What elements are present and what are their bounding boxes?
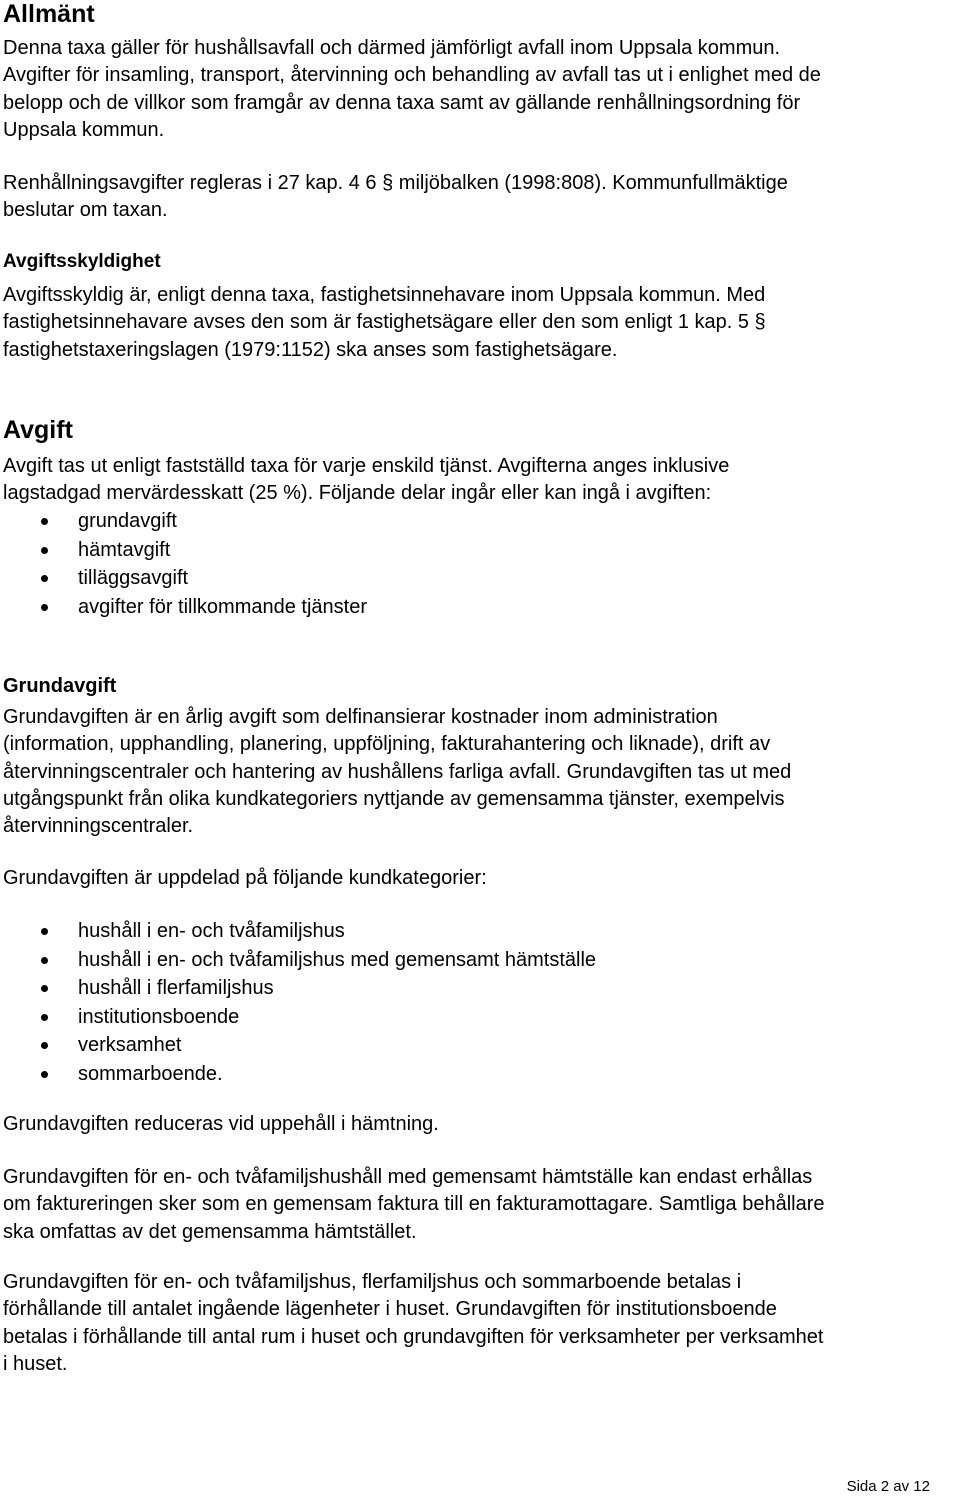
list-item <box>3 1031 596 1060</box>
list-item-label: verksamhet <box>78 1034 182 1056</box>
bullet-icon <box>41 985 48 992</box>
list-item <box>3 1003 596 1032</box>
bullet-icon <box>41 1042 48 1049</box>
bullet-icon <box>41 575 48 582</box>
text-line: förhållande till antalet ingående lägenheter i huset. Grundavgiften för institutionsboende <box>3 1298 777 1321</box>
text-line: Denna taxa gäller för hushållsavfall och därmed jämförligt avfall inom Uppsala kommun. <box>3 37 781 59</box>
bullet-icon <box>41 1071 48 1078</box>
heading-avgift: Avgift <box>3 416 73 444</box>
list-item-label: hämtavgift <box>78 538 171 561</box>
text-line: återvinningscentraler och hantering av hushållens farliga avfall. Grundavgiften tas ut med <box>3 760 792 783</box>
fee-components-list <box>3 507 367 621</box>
text-line: (information, upphandling, planering, uppföljning, fakturahantering och liknade), drift av <box>3 733 771 756</box>
text-line: Grundavgiften för en- och tvåfamiljshus, flerfamiljshus och sommarboende betalas i <box>3 1271 742 1293</box>
list-item-label: avgifter för tillkommande tjänster <box>78 595 368 618</box>
paragraph-allmant-regulation <box>3 170 955 225</box>
list-item-label: hushåll i en- och tvåfamiljshus med gemensamt hämtställe <box>78 948 597 971</box>
text-line: i huset. <box>3 1352 68 1375</box>
heading-allmant: Allmänt <box>3 0 95 28</box>
paragraph-grundavgift-description <box>3 704 955 840</box>
text-line: lagstadgad mervärdesskatt (25 %). Följande delar ingår eller kan ingå i avgiften: <box>3 482 712 505</box>
heading-avgiftsskyldighet: Avgiftsskyldighet <box>3 251 161 272</box>
text-line: betalas i förhållande till antal rum i huset och grundavgiften för verksamheter per verksamhet <box>3 1325 824 1348</box>
paragraph-grundavgift-categories-intro <box>3 865 955 892</box>
text-line: återvinningscentraler. <box>3 815 194 838</box>
heading-grundavgift: Grundavgift <box>3 675 117 697</box>
bullet-icon <box>41 518 48 525</box>
customer-categories-list <box>3 917 596 1088</box>
paragraph-grundavgift-shared-pickup <box>3 1164 955 1246</box>
text-line: Grundavgiften är en årlig avgift som delfinansierar kostnader inom administration <box>3 706 718 728</box>
paragraph-avgiftsskyldighet <box>3 282 955 364</box>
list-item <box>3 536 367 565</box>
bullet-icon <box>41 957 48 964</box>
text-line: fastighetstaxeringslagen (1979:1152) ska anses som fastighetsägare. <box>3 338 618 361</box>
text-line: Grundavgiften är uppdelad på följande kundkategorier: <box>3 867 487 889</box>
text-line: Avgiftsskyldig är, enligt denna taxa, fastighetsinnehavare inom Uppsala kommun. Med <box>3 284 766 306</box>
text-line: Grundavgiften reduceras vid uppehåll i hämtning. <box>3 1113 439 1135</box>
list-item-label: sommarboende. <box>78 1062 223 1085</box>
text-line: ska omfattas av det gemensamma hämtstället. <box>3 1220 417 1243</box>
bullet-icon <box>41 547 48 554</box>
list-item <box>3 593 367 622</box>
bullet-icon <box>41 928 48 935</box>
list-item <box>3 974 596 1003</box>
bullet-icon <box>41 604 48 611</box>
list-item <box>3 564 367 593</box>
text-line: Renhållningsavgifter regleras i 27 kap. 4 6 § miljöbalken (1998:808). Kommunfullmäktige <box>3 172 788 194</box>
list-item-label: tilläggsavgift <box>78 567 189 589</box>
list-item-label: hushåll i en- och tvåfamiljshus <box>78 920 345 942</box>
list-item <box>3 946 596 975</box>
text-line: utgångspunkt från olika kundkategoriers nyttjande av gemensamma tjänster, exempelvis <box>3 787 785 810</box>
text-line: belopp och de villkor som framgår av denna taxa samt av gällande renhållningsordning för <box>3 91 801 114</box>
list-item-label: grundavgift <box>78 510 177 532</box>
paragraph-allmant-intro <box>3 35 955 144</box>
text-line: Avgifter för insamling, transport, återvinning och behandling av avfall tas ut i enlighet med de <box>3 64 821 87</box>
text-line: fastighetsinnehavare avses den som är fastighetsägare eller den som enligt 1 kap. 5 § <box>3 311 766 334</box>
paragraph-grundavgift-reduction <box>3 1111 955 1138</box>
list-item <box>3 1060 596 1089</box>
list-item <box>3 917 596 946</box>
list-item <box>3 507 367 536</box>
text-line: Uppsala kommun. <box>3 118 165 141</box>
text-line: Grundavgiften för en- och tvåfamiljshushåll med gemensamt hämtställe kan endast erhållas <box>3 1166 813 1188</box>
text-line: om faktureringen sker som en gemensam faktura till en fakturamottagare. Samtliga behållare <box>3 1193 825 1216</box>
page-number: Sida 2 av 12 <box>846 1478 930 1495</box>
paragraph-grundavgift-billing-basis <box>3 1269 955 1378</box>
text-line: beslutar om taxan. <box>3 199 168 222</box>
list-item-label: institutionsboende <box>78 1005 240 1028</box>
paragraph-avgift <box>3 453 955 508</box>
bullet-icon <box>41 1014 48 1021</box>
text-line: Avgift tas ut enligt fastställd taxa för varje enskild tjänst. Avgifterna anges inklusive <box>3 455 730 477</box>
list-item-label: hushåll i flerfamiljshus <box>78 977 274 999</box>
